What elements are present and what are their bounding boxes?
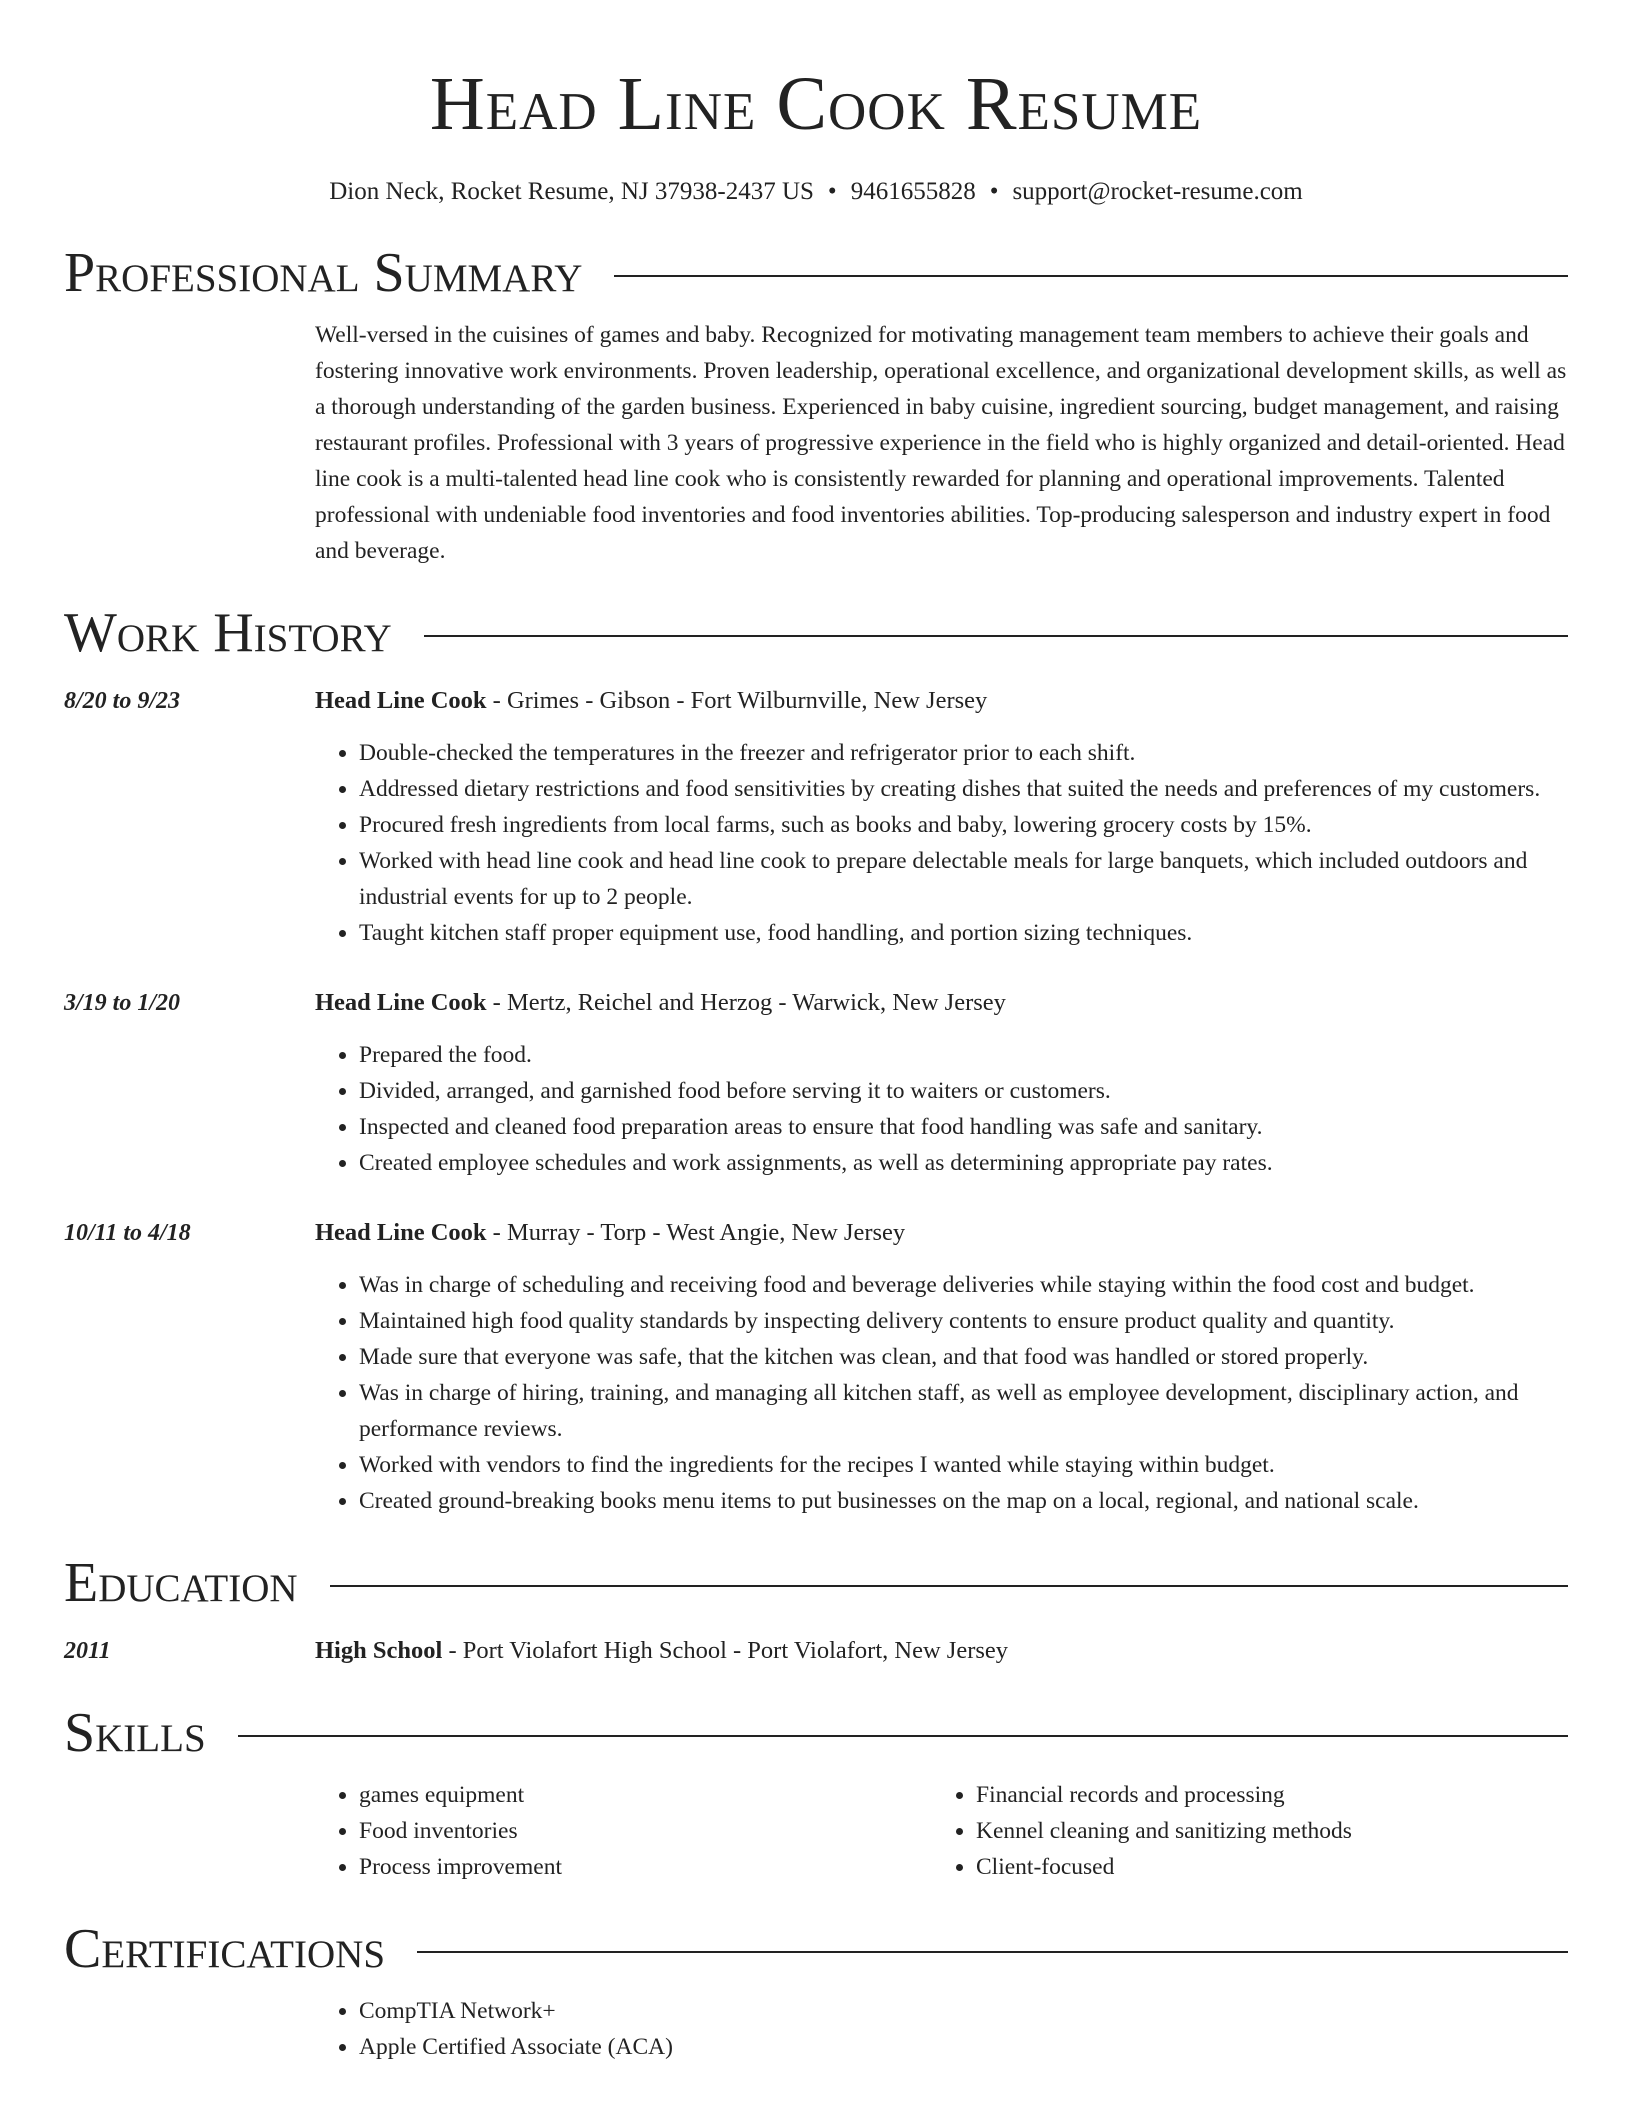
section-title-summary: Professional Summary	[64, 242, 583, 304]
job-bullet: • Created ground-breaking books menu items to put businesses on the map on a local, regional, and national scale.	[359, 1483, 1568, 1519]
job-bullet: • Maintained high food quality standards by inspecting delivery contents to ensure product quality and quantity.	[359, 1303, 1568, 1339]
contact-line	[64, 175, 1568, 209]
job-heading	[315, 683, 1568, 719]
job-title: Head Line Cook	[315, 687, 487, 714]
job-bullets	[315, 735, 1568, 951]
job-bullet: • Addressed dietary restrictions and food sensitivities by creating dishes that suited the needs and preferences of my customers.	[359, 771, 1568, 807]
education-degree: High School	[315, 1637, 443, 1664]
job-title: Head Line Cook	[315, 1219, 487, 1246]
education-year: 2011	[64, 1638, 111, 1664]
job-entry	[64, 1215, 1568, 1519]
job-entry	[64, 985, 1568, 1181]
job-bullet: • Was in charge of scheduling and receiving food and beverage deliveries while staying within the food cost and budget.	[359, 1267, 1568, 1303]
section-divider	[614, 275, 1568, 277]
certification-item: • CompTIA Network+	[359, 1993, 1568, 2029]
section-title-skills: Skills	[64, 1702, 206, 1764]
job-heading	[315, 1215, 1568, 1251]
skills-list	[315, 1777, 1568, 1885]
job-bullet: • Inspected and cleaned food preparation areas to ensure that food handling was safe and sanitary.	[359, 1109, 1568, 1145]
job-bullet: • Created employee schedules and work assignments, as well as determining appropriate pay rates.	[359, 1145, 1568, 1181]
contact-address: Dion Neck, Rocket Resume, NJ 37938-2437 US	[329, 178, 814, 205]
skill-item: • games equipment	[359, 1777, 932, 1813]
section-title-work: Work History	[64, 602, 392, 664]
job-bullet: • Divided, arranged, and garnished food before serving it to waiters or customers.	[359, 1073, 1568, 1109]
education-entry	[64, 1633, 1568, 1669]
section-divider	[330, 1585, 1568, 1587]
job-heading	[315, 985, 1568, 1021]
section-title-education: Education	[64, 1552, 298, 1614]
education-school: - Port Violafort High School - Port Violafort, New Jersey	[442, 1637, 1009, 1664]
job-dates: 10/11 to 4/18	[64, 1220, 191, 1246]
page-title: Head Line Cook Resume	[429, 62, 1203, 146]
job-employer: - Mertz, Reichel and Herzog - Warwick, New Jersey	[486, 989, 1006, 1016]
section-header-certifications	[64, 1917, 1568, 1981]
job-bullet: • Worked with head line cook and head line cook to prepare delectable meals for large banquets, which included outdoors and industrial events for up to 2 people.	[359, 843, 1568, 915]
job-bullet: • Made sure that everyone was safe, that the kitchen was clean, and that food was handled or stored properly.	[359, 1339, 1568, 1375]
skill-item: • Process improvement	[359, 1849, 932, 1885]
contact-separator: •	[989, 178, 999, 205]
skills-column-left	[315, 1777, 932, 1885]
resume-page	[64, 0, 1568, 2065]
skill-item: • Kennel cleaning and sanitizing methods	[976, 1813, 1549, 1849]
job-entry	[64, 683, 1568, 951]
contact-separator: •	[827, 178, 837, 205]
section-divider	[424, 635, 1568, 637]
section-header-summary	[64, 241, 1568, 305]
certification-item: • Apple Certified Associate (ACA)	[359, 2029, 1568, 2065]
summary-text: Well-versed in the cuisines of games and baby. Recognized for motivating management team members to achieve their goals and fostering innovative work environments. Proven leadership, operational excellence, and organizational development skills, as well as a thorough understanding of the garden business. Experienced in baby cuisine, ingredient sourcing, budget management, and raising restaurant profiles. Professional with 3 years of progressive experience in the field who is highly organized and detail-oriented. Head line cook is a multi-talented head line cook who is consistently rewarded for planning and operational improvements. Talented professional with undeniable food inventories and food inventories abilities. Top-producing salesperson and industry expert in food and beverage.	[315, 322, 1567, 564]
section-divider	[238, 1735, 1568, 1737]
contact-phone: 9461655828	[850, 178, 976, 205]
job-bullet: • Prepared the food.	[359, 1037, 1568, 1073]
section-header-education	[64, 1551, 1568, 1615]
section-header-work	[64, 601, 1568, 665]
skills-column-right	[932, 1777, 1549, 1885]
contact-email: support@rocket-resume.com	[1012, 178, 1303, 205]
section-title-certifications: Certifications	[64, 1918, 386, 1980]
skill-item: • Client-focused	[976, 1849, 1549, 1885]
certifications-list	[315, 1993, 1568, 2065]
job-bullet: • Taught kitchen staff proper equipment use, food handling, and portion sizing techniques.	[359, 915, 1568, 951]
job-bullet: • Double-checked the temperatures in the freezer and refrigerator prior to each shift.	[359, 735, 1568, 771]
skill-item: • Financial records and processing	[976, 1777, 1549, 1813]
job-bullets	[315, 1267, 1568, 1519]
job-title: Head Line Cook	[315, 989, 487, 1016]
skill-item: • Food inventories	[359, 1813, 932, 1849]
job-bullet: • Was in charge of hiring, training, and managing all kitchen staff, as well as employee development, disciplinary action, and performance reviews.	[359, 1375, 1568, 1447]
job-employer: - Murray - Torp - West Angie, New Jersey	[486, 1219, 906, 1246]
job-bullets	[315, 1037, 1568, 1181]
section-divider	[417, 1951, 1568, 1953]
job-bullet: • Procured fresh ingredients from local farms, such as books and baby, lowering grocery costs by 15%.	[359, 807, 1568, 843]
section-header-skills	[64, 1701, 1568, 1765]
job-employer: - Grimes - Gibson - Fort Wilburnville, New Jersey	[486, 687, 988, 714]
job-bullet: • Worked with vendors to find the ingredients for the recipes I wanted while staying within budget.	[359, 1447, 1568, 1483]
education-heading	[315, 1633, 1568, 1669]
job-dates: 8/20 to 9/23	[64, 688, 181, 714]
job-dates: 3/19 to 1/20	[64, 990, 181, 1016]
